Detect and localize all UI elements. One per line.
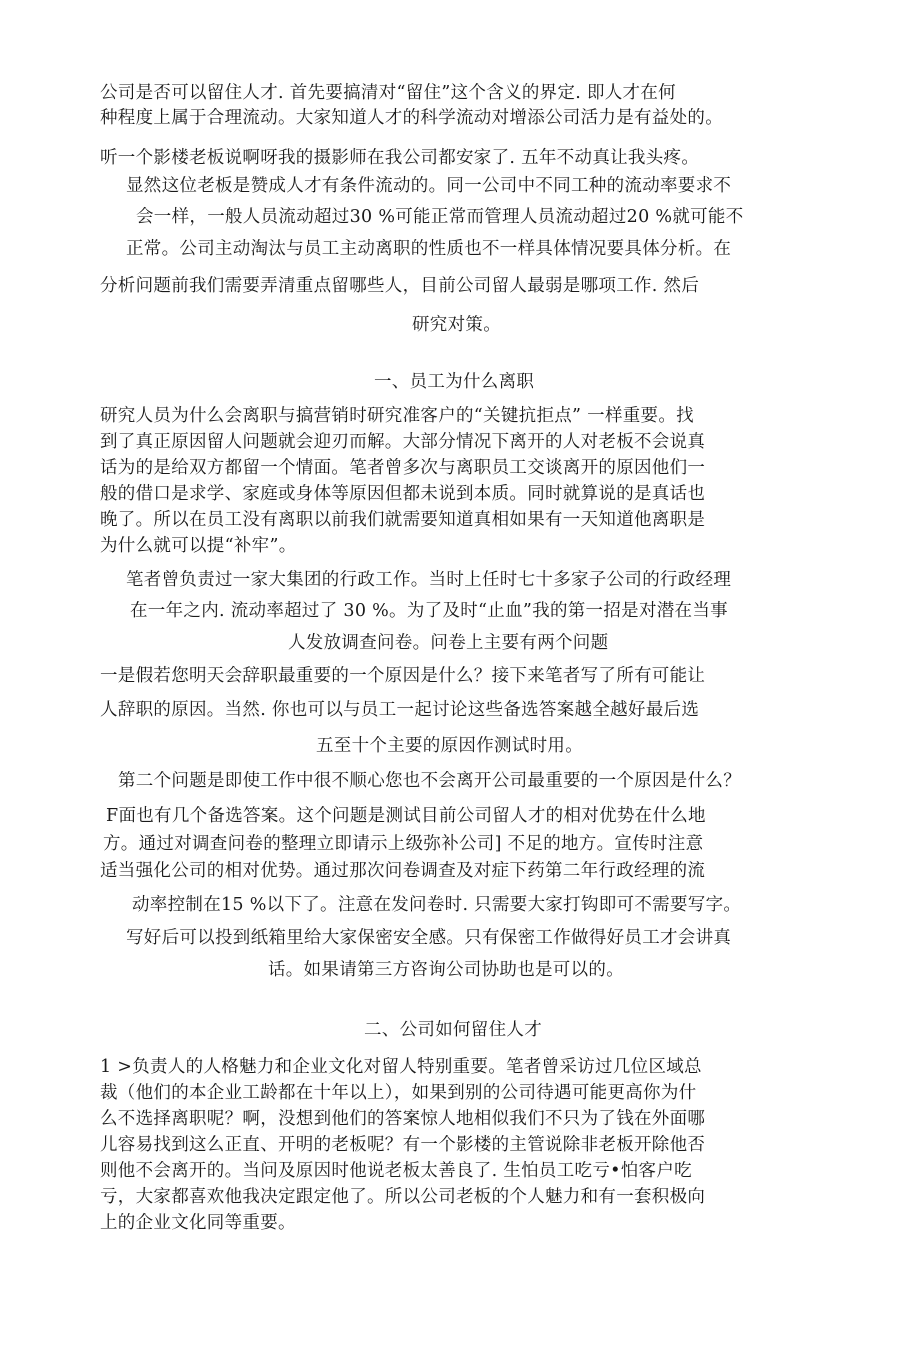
- section1-line-16: 适当强化公司的相对优势。通过那次问卷调查及对症下药第二年行政经理的流: [100, 861, 706, 881]
- section1-line-6: 为什么就可以提“补牢”。: [100, 536, 297, 556]
- section1-line-17: 动率控制在15 %以下了。注意在发问卷时. 只需要大家打钩即可不需要写字。: [132, 895, 742, 915]
- section2-line-2: 裁（他们的本企业工龄都在十年以上），如果到别的公司待遇可能更高你为什: [100, 1083, 697, 1103]
- section1-line-10: 一是假若您明天会辞职最重要的一个原因是什么？接下来笔者写了所有可能让: [100, 666, 706, 686]
- section1-line-9: 人发放调查问卷。问卷上主要有两个问题: [288, 633, 609, 653]
- intro-line-7: 分析问题前我们需要弄清重点留哪些人，目前公司留人最弱是哪项工作. 然后: [100, 276, 700, 296]
- section1-line-14: F面也有几个备选答案。这个问题是测试目前公司留人才的相对优势在什么地: [106, 806, 706, 826]
- section1-line-1: 研究人员为什么会离职与搞营销时研究准客户的“关键抗拒点” 一样重要。找: [100, 406, 694, 426]
- section2-line-3: 么不选择离职呢？啊，没想到他们的答案惊人地相似我们不只为了钱在外面哪: [100, 1109, 706, 1129]
- section1-line-7: 笔者曾负责过一家大集团的行政工作。当时上任时七十多家子公司的行政经理: [126, 570, 732, 590]
- intro-line-8: 研究对策。: [412, 315, 501, 335]
- section2-line-6: 亏，大家都喜欢他我决定跟定他了。所以公司老板的个人魅力和有一套积极向: [100, 1187, 706, 1207]
- section2-line-5: 则他不会离开的。当问及原因时他说老板太善良了. 生怕员工吃亏•怕客户吃: [100, 1161, 692, 1181]
- section1-line-2: 到了真正原因留人问题就会迎刃而解。大部分情况下离开的人对老板不会说真: [100, 432, 706, 452]
- section-heading-2: 二、公司如何留住人才: [364, 1020, 542, 1040]
- section1-line-3: 话为的是给双方都留一个情面。笔者曾多次与离职员工交谈离开的原因他们一: [100, 458, 706, 478]
- section1-line-13: 第二个问题是即使工作中很不顺心您也不会离开公司最重要的一个原因是什么？: [118, 771, 741, 791]
- intro-line-6: 正常。公司主动淘汰与员工主动离职的性质也不一样具体情况要具体分析。在: [126, 239, 732, 259]
- section2-line-7: 上的企业文化同等重要。: [100, 1213, 296, 1233]
- section1-line-5: 晚了。所以在员工没有离职以前我们就需要知道真相如果有一天知道他离职是: [100, 510, 706, 530]
- section1-line-8: 在一年之内. 流动率超过了 30 %。为了及时“止血”我的第一招是对潜在当事: [130, 601, 728, 621]
- section2-line-1: 1 >负责人的人格魅力和企业文化对留人特别重要。笔者曾采访过几位区域总: [100, 1057, 702, 1077]
- section1-line-18: 写好后可以投到纸箱里给大家保密安全感。只有保密工作做得好员工才会讲真: [126, 928, 732, 948]
- intro-line-5: 会一样，一般人员流动超过30 %可能正常而管理人员流动超过20 %就可能不: [136, 207, 744, 227]
- section2-line-4: 儿容易找到这么正直、开明的老板呢？有一个影楼的主管说除非老板开除他否: [100, 1135, 706, 1155]
- section-heading-1: 一、员工为什么离职: [374, 372, 535, 392]
- section1-line-15: 方。通过对调查问卷的整理立即请示上级弥补公司] 不足的地方。宣传时注意: [103, 834, 704, 854]
- intro-line-2: 种程度上属于合理流动。大家知道人才的科学流动对增添公司活力是有益处的。: [100, 108, 723, 128]
- intro-line-4: 显然这位老板是赞成人才有条件流动的。同一公司中不同工种的流动率要求不: [126, 176, 732, 196]
- section1-line-11: 人辞职的原因。当然. 你也可以与员工一起讨论这些备选答案越全越好最后选: [100, 700, 700, 720]
- section1-line-4: 般的借口是求学、家庭或身体等原因但都未说到本质。同时就算说的是真话也: [100, 484, 706, 504]
- section1-line-12: 五至十个主要的原因作测试时用。: [316, 736, 583, 756]
- intro-line-3: 听一个影楼老板说啊呀我的摄影师在我公司都安家了. 五年不动真让我头疼。: [100, 148, 700, 168]
- intro-line-1: 公司是否可以留住人才. 首先要搞清对“留住”这个含义的界定. 即人才在何: [100, 83, 676, 103]
- section1-line-19: 话。如果请第三方咨询公司协助也是可以的。: [268, 960, 624, 980]
